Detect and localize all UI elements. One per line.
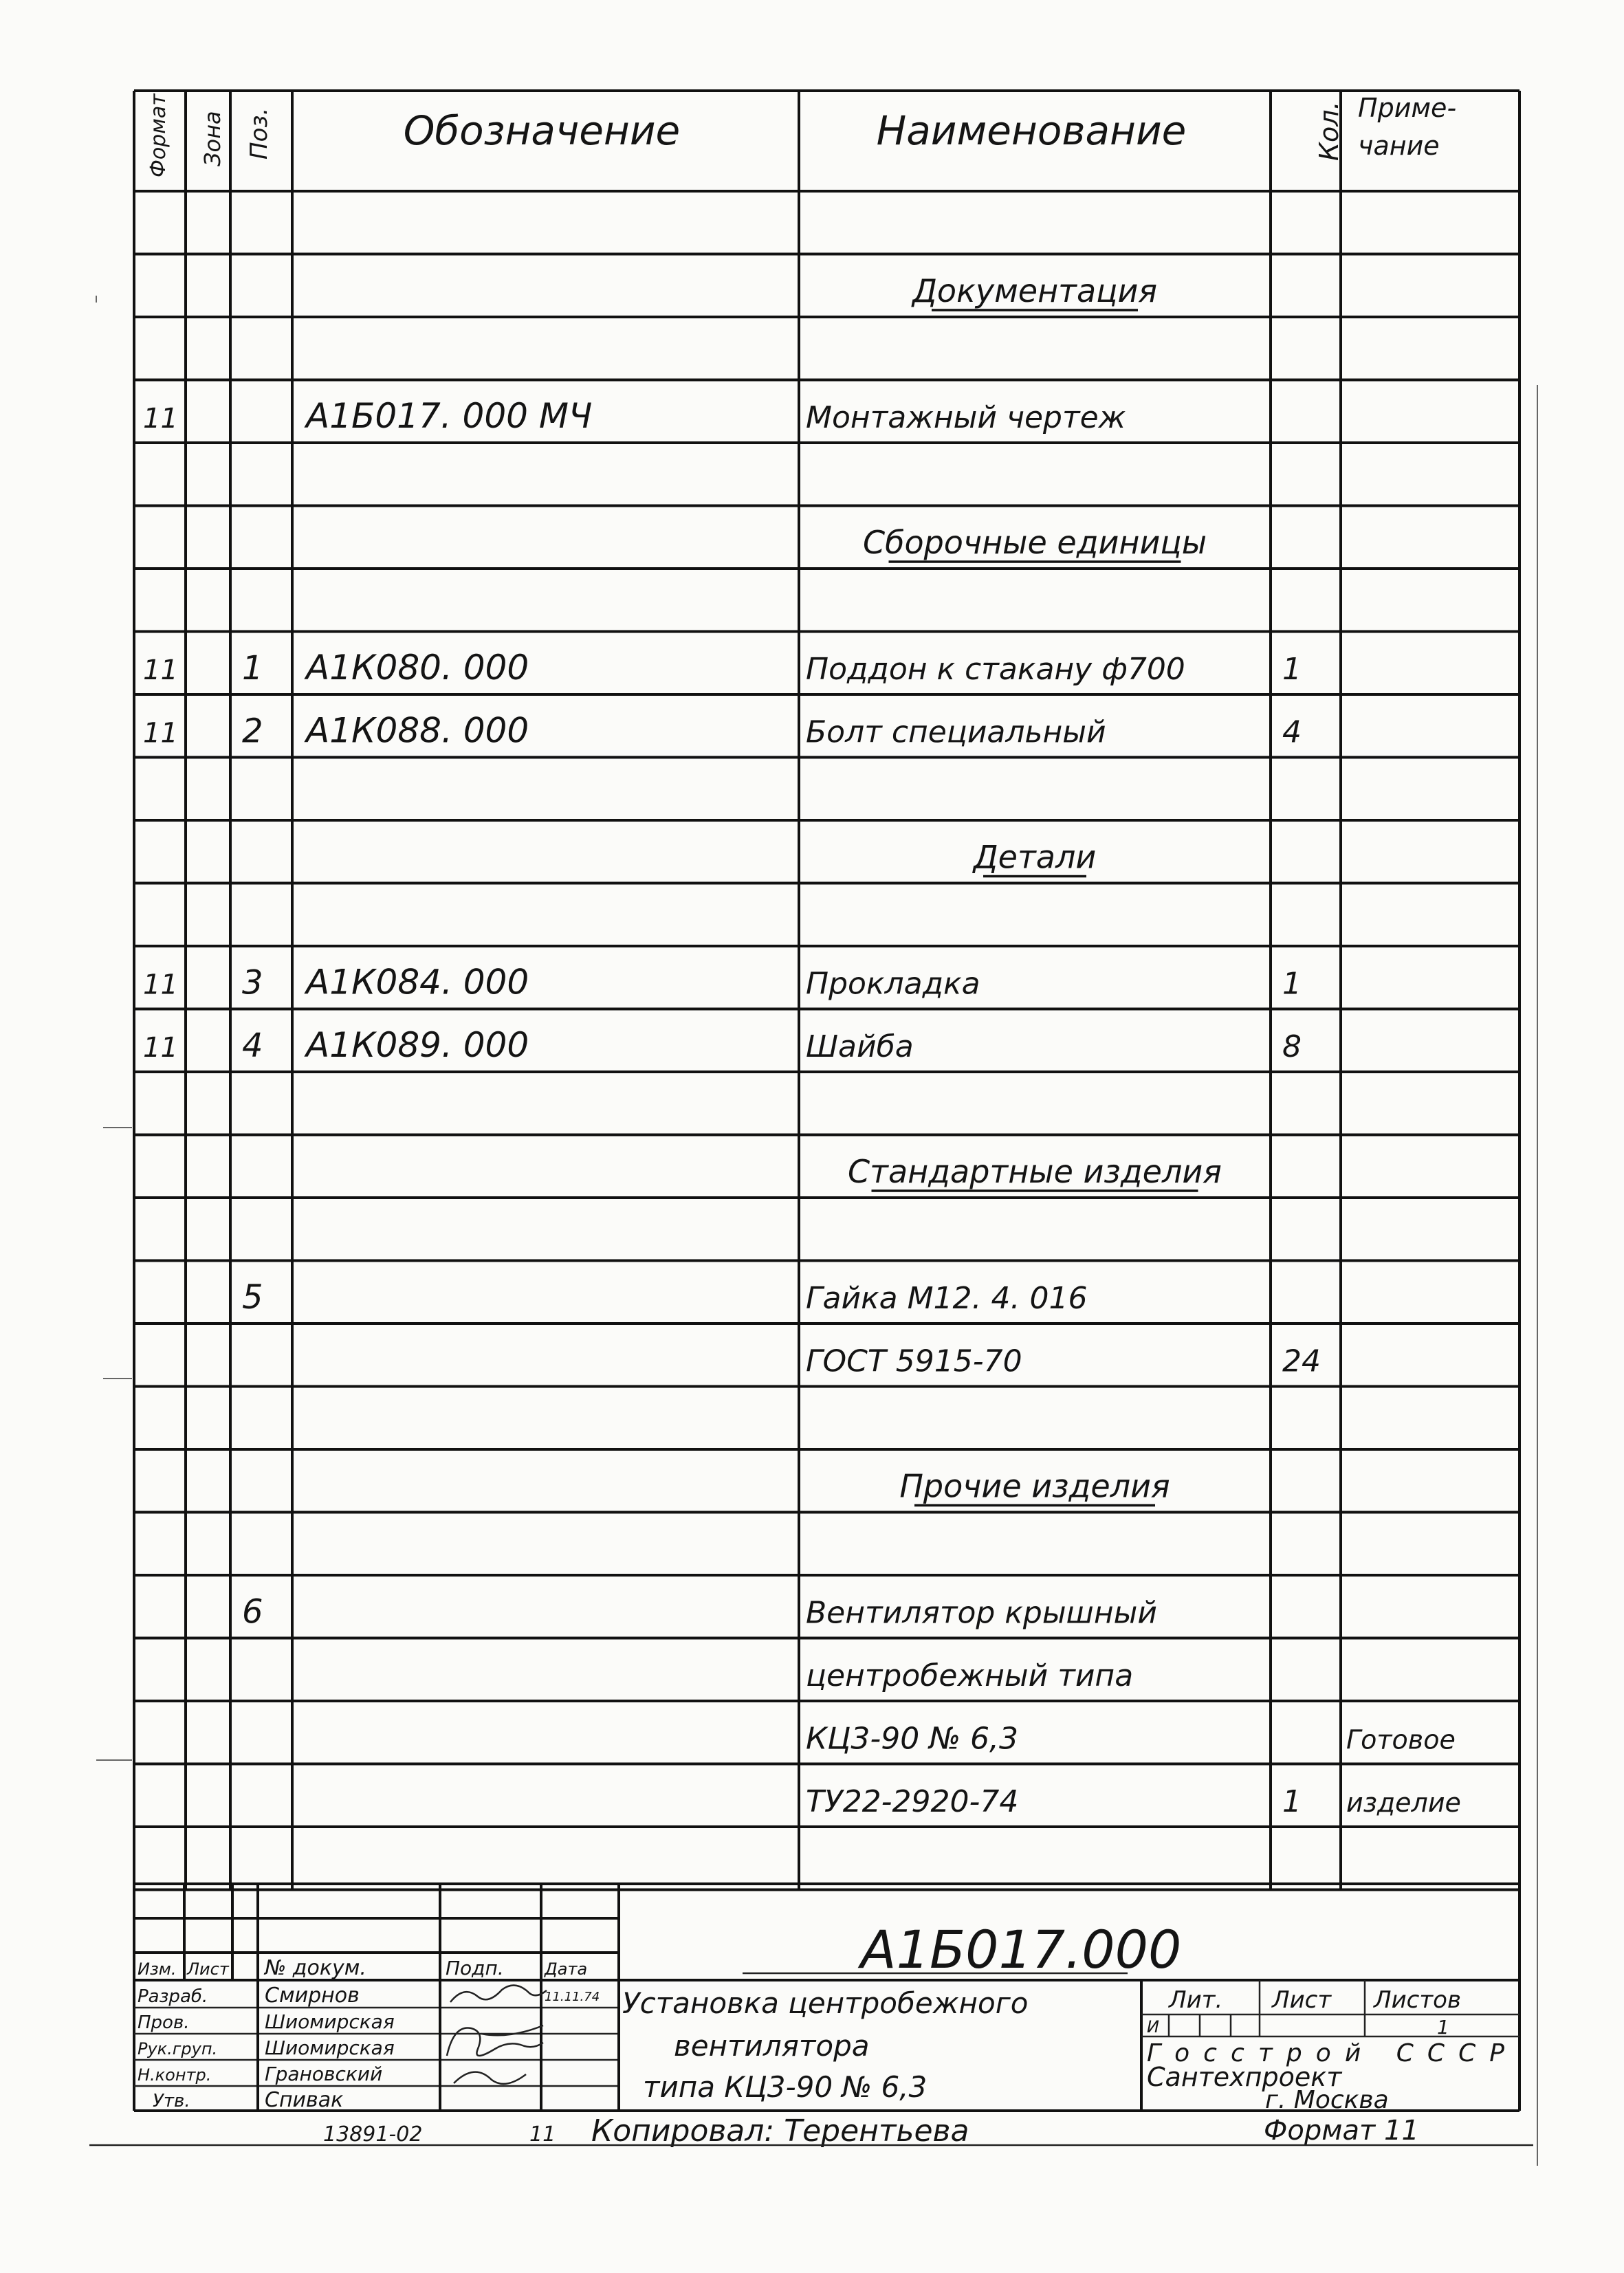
row-position: 4: [242, 1026, 263, 1065]
row-position: 1: [242, 649, 263, 688]
row-name: ГОСТ 5915-70: [806, 1343, 1022, 1379]
row-quantity: 1: [1282, 966, 1302, 1002]
row-position: 6: [242, 1592, 263, 1632]
role-approver: Утв.: [153, 2091, 190, 2111]
row-designation: А1Б017. 000 МЧ: [306, 396, 593, 436]
lit-value: И: [1147, 2017, 1159, 2036]
row-name: Вентилятор крышный: [806, 1595, 1157, 1631]
group-lead-name: Шиомирская: [265, 2036, 395, 2059]
row-format: 11: [143, 969, 178, 1001]
archive-number: 13891-02: [323, 2122, 423, 2146]
header-format: Формат: [146, 94, 171, 177]
role-developer: Разраб.: [138, 1986, 208, 2007]
row-format: 11: [143, 403, 178, 435]
header-pos: Поз.: [245, 107, 273, 160]
header-note-line2: чание: [1358, 131, 1440, 161]
section-heading: Прочие изделия: [899, 1467, 1170, 1505]
norm-control-name: Грановский: [265, 2063, 383, 2085]
row-note: Готовое: [1346, 1724, 1456, 1755]
document-number: А1Б017.000: [860, 1919, 1182, 1980]
listov-label: Листов: [1374, 1986, 1462, 2014]
row-name: КЦ3-90 № 6,3: [806, 1721, 1018, 1757]
col-date-label: Дата: [545, 1959, 588, 1979]
row-position: 3: [242, 963, 263, 1002]
section-heading: Детали: [973, 838, 1097, 876]
product-title-line3: типа КЦ3-90 № 6,3: [643, 2070, 928, 2104]
row-note: изделие: [1346, 1788, 1461, 1818]
row-format: 11: [143, 1032, 178, 1064]
row-name: Прокладка: [806, 966, 980, 1002]
col-list-label: Лист: [187, 1959, 229, 1979]
header-note-line1: Приме-: [1358, 93, 1457, 123]
row-quantity: 24: [1282, 1343, 1321, 1379]
row-position: 5: [242, 1278, 263, 1317]
row-designation: А1К084. 000: [306, 962, 529, 1002]
org-line3: г. Москва: [1265, 2086, 1389, 2114]
row-format: 11: [143, 717, 178, 749]
format-footer: Формат 11: [1264, 2115, 1419, 2146]
row-name: Монтажный чертеж: [806, 400, 1126, 435]
header-designation: Обозначение: [403, 107, 681, 154]
row-designation: А1К080. 000: [306, 648, 529, 688]
col-sign-label: Подп.: [446, 1957, 504, 1979]
table-header: [146, 93, 1456, 177]
lit-label: Лит.: [1169, 1986, 1223, 2014]
row-name: Поддон к стакану ф700: [806, 652, 1185, 687]
org-line1: Госстрой СССР: [1147, 2039, 1504, 2067]
row-designation: А1К089. 000: [306, 1025, 529, 1065]
row-quantity: 8: [1282, 1029, 1302, 1064]
row-name: Гайка М12. 4. 016: [806, 1281, 1088, 1316]
checker-name: Шиомирская: [265, 2010, 395, 2033]
row-name: ТУ22-2920-74: [806, 1784, 1019, 1819]
header-qty: Кол.: [1314, 101, 1344, 161]
row-position: 2: [242, 712, 263, 751]
header-zone: Зона: [199, 111, 226, 166]
col-izm-label: Изм.: [138, 1959, 177, 1979]
developer-date: 11.11.74: [545, 1990, 600, 2004]
format-code: 11: [529, 2122, 556, 2146]
row-quantity: 1: [1282, 652, 1302, 687]
row-quantity: 1: [1282, 1784, 1302, 1819]
row-name: центробежный типа: [806, 1658, 1134, 1693]
row-name: Болт специальный: [806, 714, 1106, 750]
header-name: Наименование: [876, 107, 1187, 154]
role-checker: Пров.: [138, 2012, 190, 2033]
title-block: [89, 1884, 1533, 2149]
role-norm-control: Н.контр.: [138, 2065, 212, 2085]
listov-value: 1: [1437, 2016, 1449, 2039]
developer-name: Смирнов: [265, 1984, 360, 2008]
copied-by: Копировал: Терентьева: [591, 2113, 969, 2149]
row-name: Шайба: [806, 1029, 914, 1064]
section-heading: Документация: [912, 272, 1158, 309]
row-designation: А1К088. 000: [306, 710, 529, 751]
product-title-line1: Установка центробежного: [622, 1986, 1029, 2020]
row-format: 11: [143, 655, 178, 686]
row-quantity: 4: [1282, 714, 1302, 750]
col-doc-label: № докум.: [265, 1956, 366, 1980]
role-group-lead: Рук.груп.: [138, 2039, 218, 2058]
list-label: Лист: [1272, 1986, 1332, 2014]
approver-name: Спивак: [265, 2088, 344, 2112]
product-title-line2: вентилятора: [674, 2029, 870, 2063]
section-heading: Стандартные изделия: [848, 1153, 1222, 1190]
section-heading: Сборочные единицы: [862, 524, 1207, 561]
org-line2: Сантехпроект: [1147, 2062, 1342, 2092]
